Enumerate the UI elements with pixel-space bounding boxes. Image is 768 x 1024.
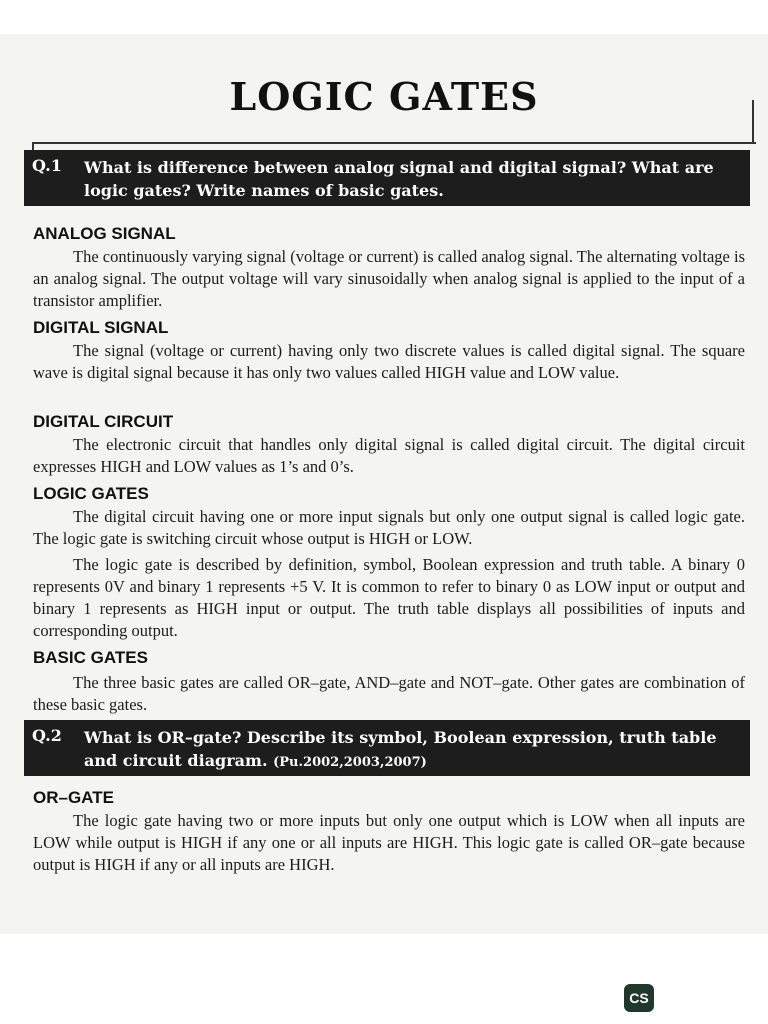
paragraph-logic-gates-2: The logic gate is described by definition, symbol, Boolean expression and truth table. A binary 0 represents 0V and binary 1 represents +5 V. It is common to refer to binary 0 as LOW input or output and binary 1 represents as HIGH input or output. The truth table displays all possibilities of inputs and corresponding output. xyxy=(33,555,745,640)
heading-or-gate: OR–GATE xyxy=(33,788,114,807)
question-1-bar xyxy=(24,150,750,206)
question-2-text: What is OR–gate? Describe its symbol, Boolean expression, truth table and circuit diagram. xyxy=(84,728,717,770)
paragraph-analog-signal: The continuously varying signal (voltage or current) is called analog signal. The alternating voltage is an analog signal. The output voltage will vary sinusoidally when analog signal is applied to the input of a transistor amplifier. xyxy=(33,247,745,310)
heading-analog-signal: ANALOG SIGNAL xyxy=(33,224,176,243)
paragraph-digital-signal: The signal (voltage or current) having only two discrete values is called digital signal. The square wave is digital signal because it has only two values called HIGH value and LOW value. xyxy=(33,341,745,382)
heading-basic-gates: BASIC GATES xyxy=(33,648,148,667)
question-1-number: Q.1 xyxy=(32,156,62,175)
document-page xyxy=(0,34,768,934)
page-title: LOGIC GATES xyxy=(229,74,539,119)
paragraph-basic-gates: The three basic gates are called OR–gate, AND–gate and NOT–gate. Other gates are combination of these basic gates. xyxy=(33,673,745,714)
question-2-reference: (Pu.2002,2003,2007) xyxy=(273,755,427,770)
heading-logic-gates: LOGIC GATES xyxy=(33,484,149,503)
paragraph-or-gate: The logic gate having two or more inputs but only one output which is LOW when all inputs are LOW while output is HIGH if any one or all inputs are HIGH. This logic gate is called OR–gate because output is HIGH if any or all inputs are HIGH. xyxy=(33,811,745,874)
camscanner-logo-icon: CS xyxy=(624,984,654,1012)
paragraph-digital-circuit: The electronic circuit that handles only digital signal is called digital circuit. The digital circuit expresses HIGH and LOW values as 1’s and 0’s. xyxy=(33,435,745,476)
title-rule xyxy=(32,142,756,144)
question-1-text: What is difference between analog signal and digital signal? What are logic gates? Write names of basic gates. xyxy=(84,158,714,200)
heading-digital-circuit: DIGITAL CIRCUIT xyxy=(33,412,174,431)
question-2-number: Q.2 xyxy=(32,726,62,745)
question-2-bar xyxy=(24,720,750,776)
question-2-text-wrap xyxy=(84,726,740,774)
heading-digital-signal: DIGITAL SIGNAL xyxy=(33,318,169,337)
paragraph-logic-gates-1: The digital circuit having one or more input signals but only one output signal is called logic gate. The logic gate is switching circuit whose output is HIGH or LOW. xyxy=(33,507,745,548)
title-rule-right xyxy=(752,100,754,144)
